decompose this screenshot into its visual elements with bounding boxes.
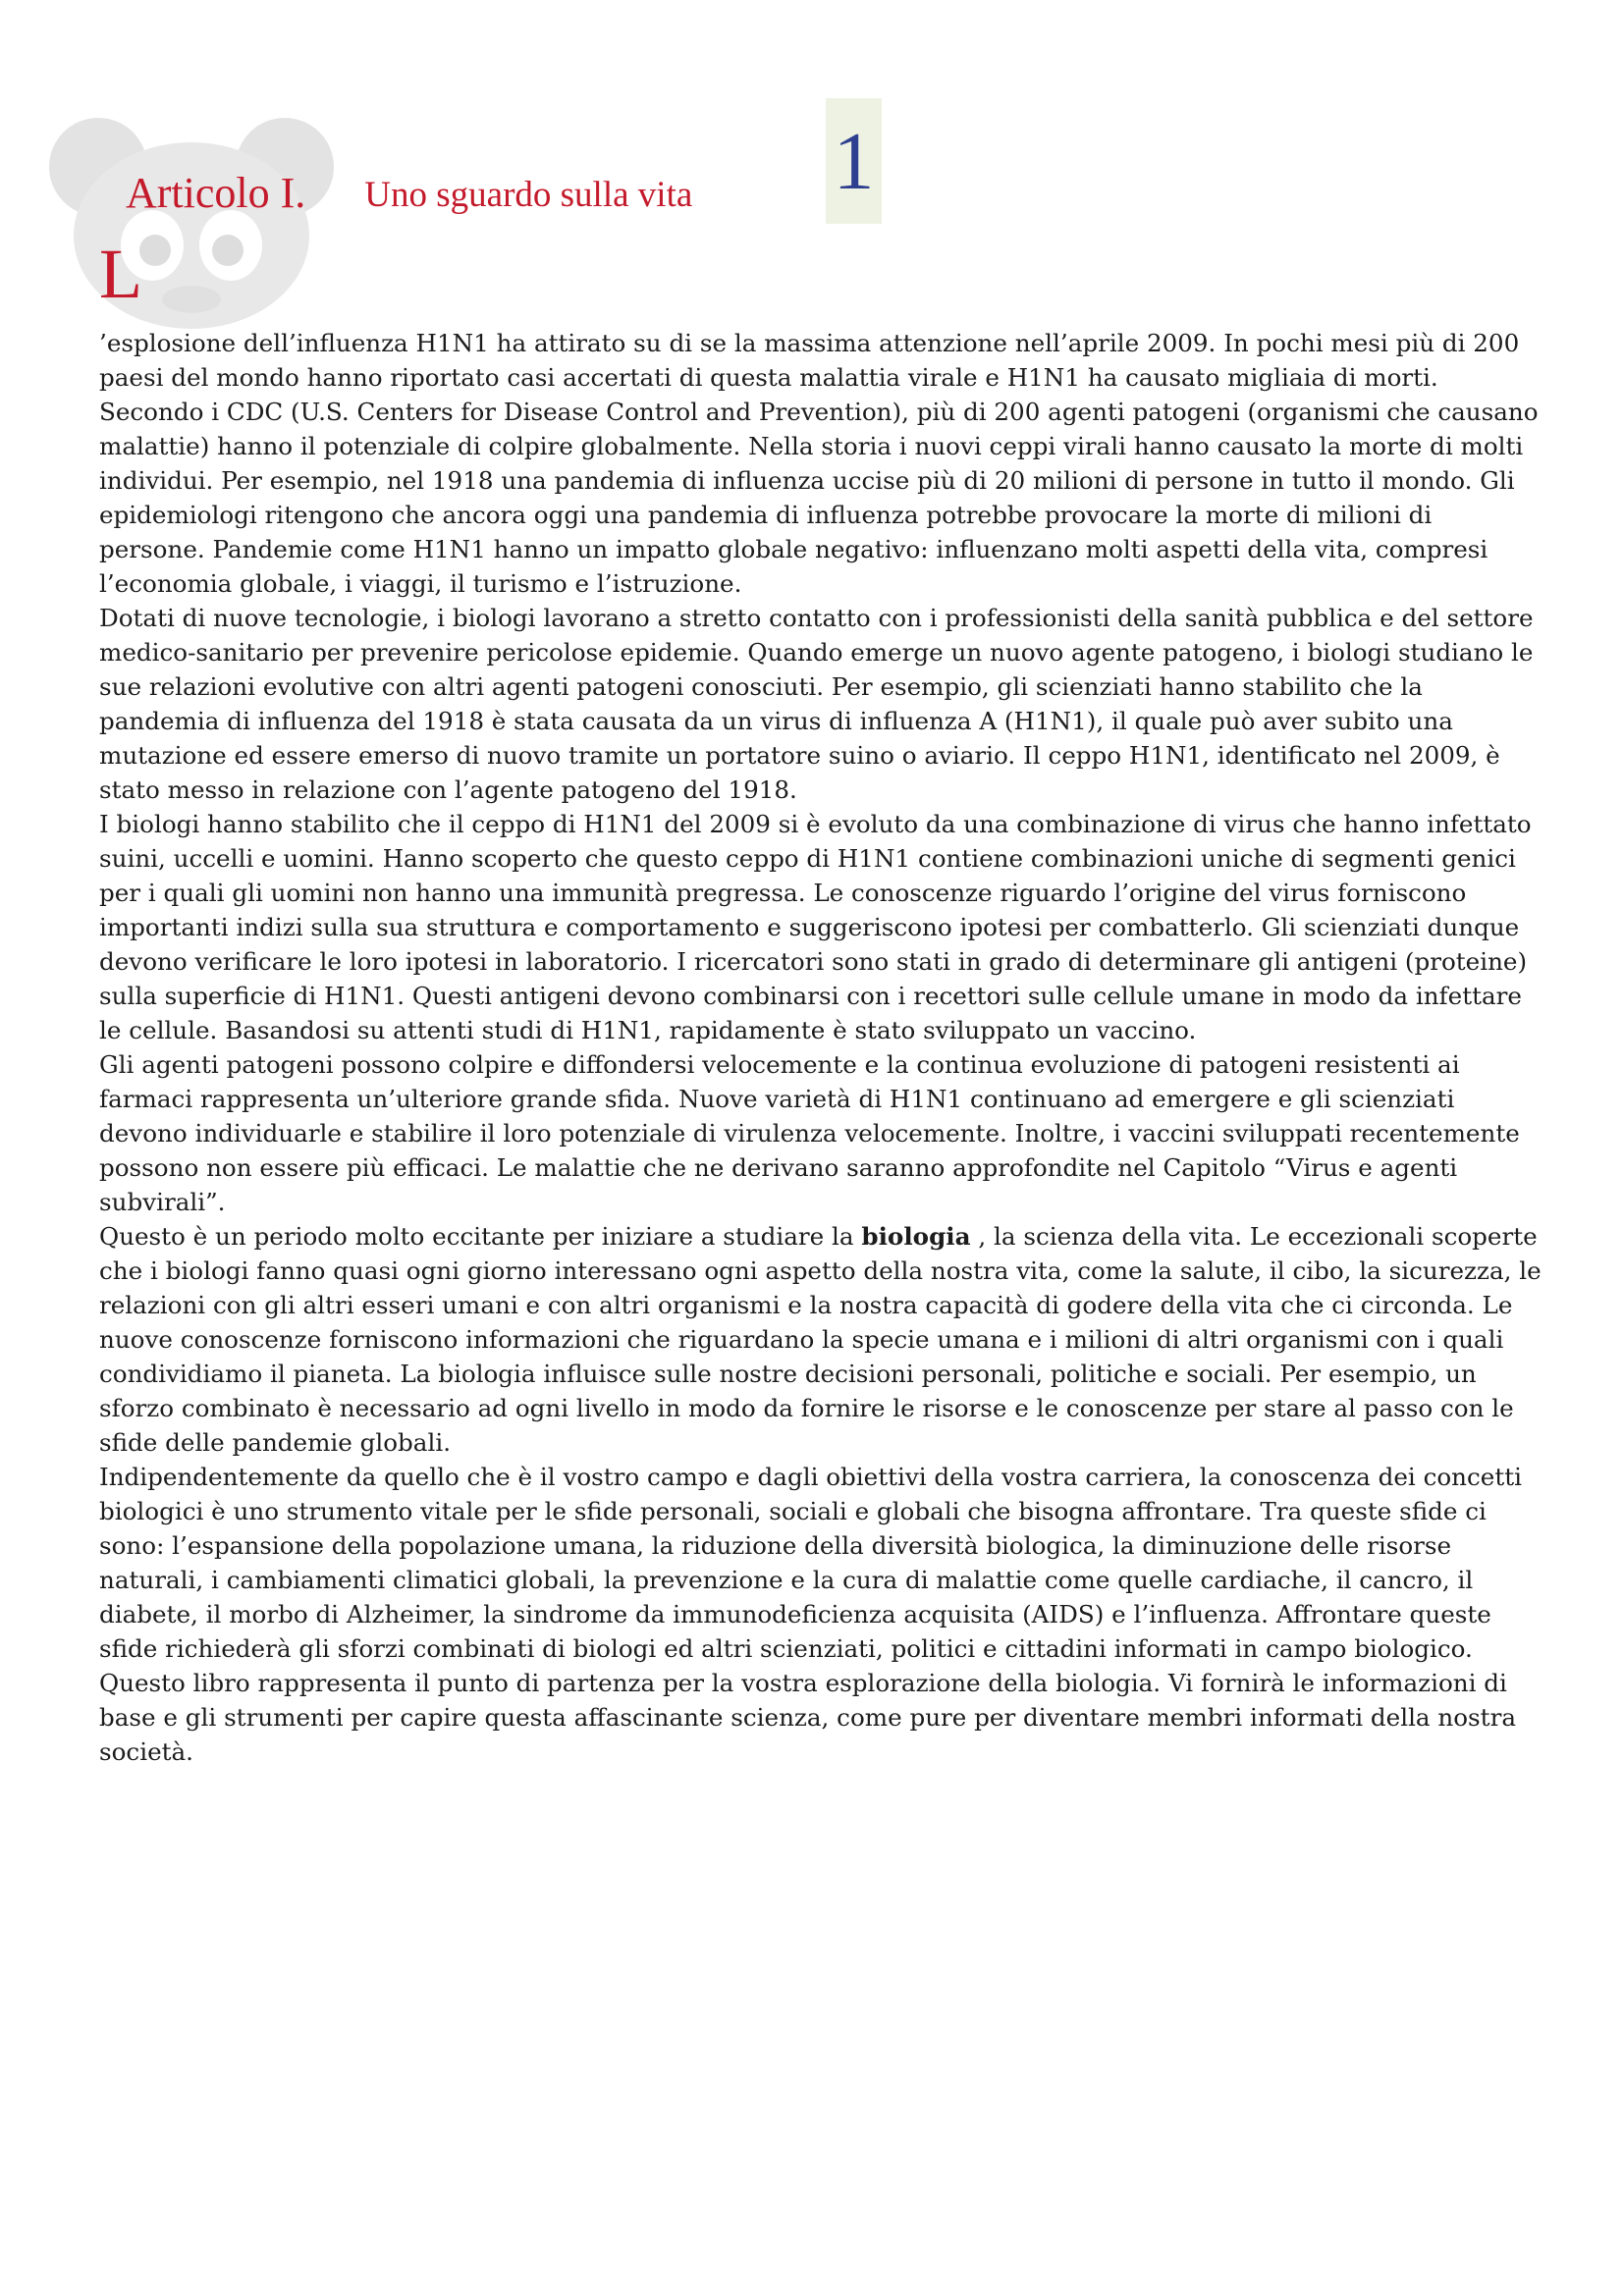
chapter-number-box	[826, 98, 882, 224]
paragraph-5-before: Questo è un periodo molto eccitante per iniziare a studiare la	[99, 1222, 862, 1251]
paragraph-5	[99, 1219, 1542, 1460]
article-title: Uno sguardo sulla vita	[364, 175, 693, 215]
drop-cap: L	[99, 235, 142, 313]
paragraph-6: Indipendentemente da quello che è il vostro campo e dagli obiettivi della vostra carriera, la conoscenza dei concetti biologici è uno strumento vitale per le sfide personali, sociali e globali che bisogna affrontare. Tra queste sfide ci sono: l’espansione della popolazione umana, la riduzione della diversità biologica, la diminuzione delle risorse naturali, i cambiamenti climatici globali, la prevenzione e la cura di malattie come quelle cardiache, il cancro, il diabete, il morbo di Alzheimer, la sindrome da immunodeficienza acquisita (AIDS) e l’influenza. Affrontare queste sfide richiederà gli sforzi combinati di biologi ed altri scienziati, politici e cittadini informati in campo biologico.	[99, 1463, 1522, 1663]
paragraph-1-text: ’esplosione dell’influenza H1N1 ha attirato su di se la massima attenzione nell’aprile 2009. In pochi mesi più di 200 paesi del mondo hanno riportato casi accertati di questa malattia virale e H1N1 ha causato migliaia di morti. Secondo i CDC (U.S. Centers for Disease Control and Prevention), più di 200 agenti patogeni (organismi che causano malattie) hanno il potenziale di colpire globalmente. Nella storia i nuovi ceppi virali hanno causato la morte di molti individui. Per esempio, nel 1918 una pandemia di influenza uccise più di 20 milioni di persone in tutto il mondo. Gli epidemiologi ritengono che ancora oggi una pandemia di influenza potrebbe provocare la morte di milioni di persone. Pandemie come H1N1 hanno un impatto globale negativo: influenzano molti aspetti della vita, compresi l’economia globale, i viaggi, il turismo e l’istruzione.	[99, 329, 1539, 598]
term-biologia: biologia	[861, 1222, 971, 1251]
paragraph-3: I biologi hanno stabilito che il ceppo di H1N1 del 2009 si è evoluto da una combinazione di virus che hanno infettato suini, uccelli e uomini. Hanno scoperto che questo ceppo di H1N1 contiene combinazioni uniche di segmenti genici per i quali gli uomini non hanno una immunità pregressa. Le conoscenze riguardo l’origine del virus forniscono importanti indizi sulla sua struttura e comportamento e suggeriscono ipotesi per combatterlo. Gli scienziati dunque devono verificare le loro ipotesi in laboratorio. I ricercatori sono stati in grado di determinare gli antigeni (proteine) sulla superficie di H1N1. Questi antigeni devono combinarsi con i recettori sulle cellule umane in modo da infettare le cellule. Basandosi su attenti studi di H1N1, rapidamente è stato sviluppato un vaccino.	[99, 810, 1532, 1044]
article-label: Articolo I.	[126, 169, 306, 217]
paragraph-2: Dotati di nuove tecnologie, i biologi lavorano a stretto contatto con i professionisti della sanità pubblica e del settore medico-sanitario per prevenire pericolose epidemie. Quando emerge un nuovo agente patogeno, i biologi studiano le sue relazioni evolutive con altri agenti patogeni conosciuti. Per esempio, gli scienziati hanno stabilito che la pandemia di influenza del 1918 è stata causata da un virus di influenza A (H1N1), il quale può aver subito una mutazione ed essere emerso di nuovo tramite un portatore suino o aviario. Il ceppo H1N1, identificato nel 2009, è stato messo in relazione con l’agente patogeno del 1918.	[99, 604, 1534, 804]
article-heading	[126, 149, 692, 218]
paragraph-7: Questo libro rappresenta il punto di partenza per la vostra esplorazione della biologia. Vi fornirà le informazioni di base e gli strumenti per capire questa affascinante scienza, come pure per diventare membri informati della nostra società.	[99, 1669, 1516, 1766]
article-body	[99, 235, 1542, 1769]
chapter-number: 1	[833, 115, 875, 207]
paragraph-1	[99, 235, 1542, 601]
paragraph-5-after: , la scienza della vita. Le eccezionali scoperte che i biologi fanno quasi ogni giorno interessano ogni aspetto della nostra vita, come la salute, il cibo, la sicurezza, le relazioni con gli altri esseri umani e con altri organismi e la nostra capacità di godere della vita che ci circonda. Le nuove conoscenze forniscono informazioni che riguardano la specie umana e i milioni di altri organismi con i quali condividiamo il pianeta. La biologia influisce sulle nostre decisioni personali, politiche e sociali. Per esempio, un sforzo combinato è necessario ad ogni livello in modo da fornire le risorse e le conoscenze per stare al passo con le sfide delle pandemie globali.	[99, 1222, 1542, 1457]
paragraph-4: Gli agenti patogeni possono colpire e diffondersi velocemente e la continua evoluzione di patogeni resistenti ai farmaci rappresenta un’ulteriore grande sfida. Nuove varietà di H1N1 continuano ad emergere e gli scienziati devono individuarle e stabilire il loro potenziale di virulenza velocemente. Inoltre, i vaccini sviluppati recentemente possono non essere più efficaci. Le malattie che ne derivano saranno approfondite nel Capitolo “Virus e agenti subvirali”.	[99, 1050, 1520, 1216]
